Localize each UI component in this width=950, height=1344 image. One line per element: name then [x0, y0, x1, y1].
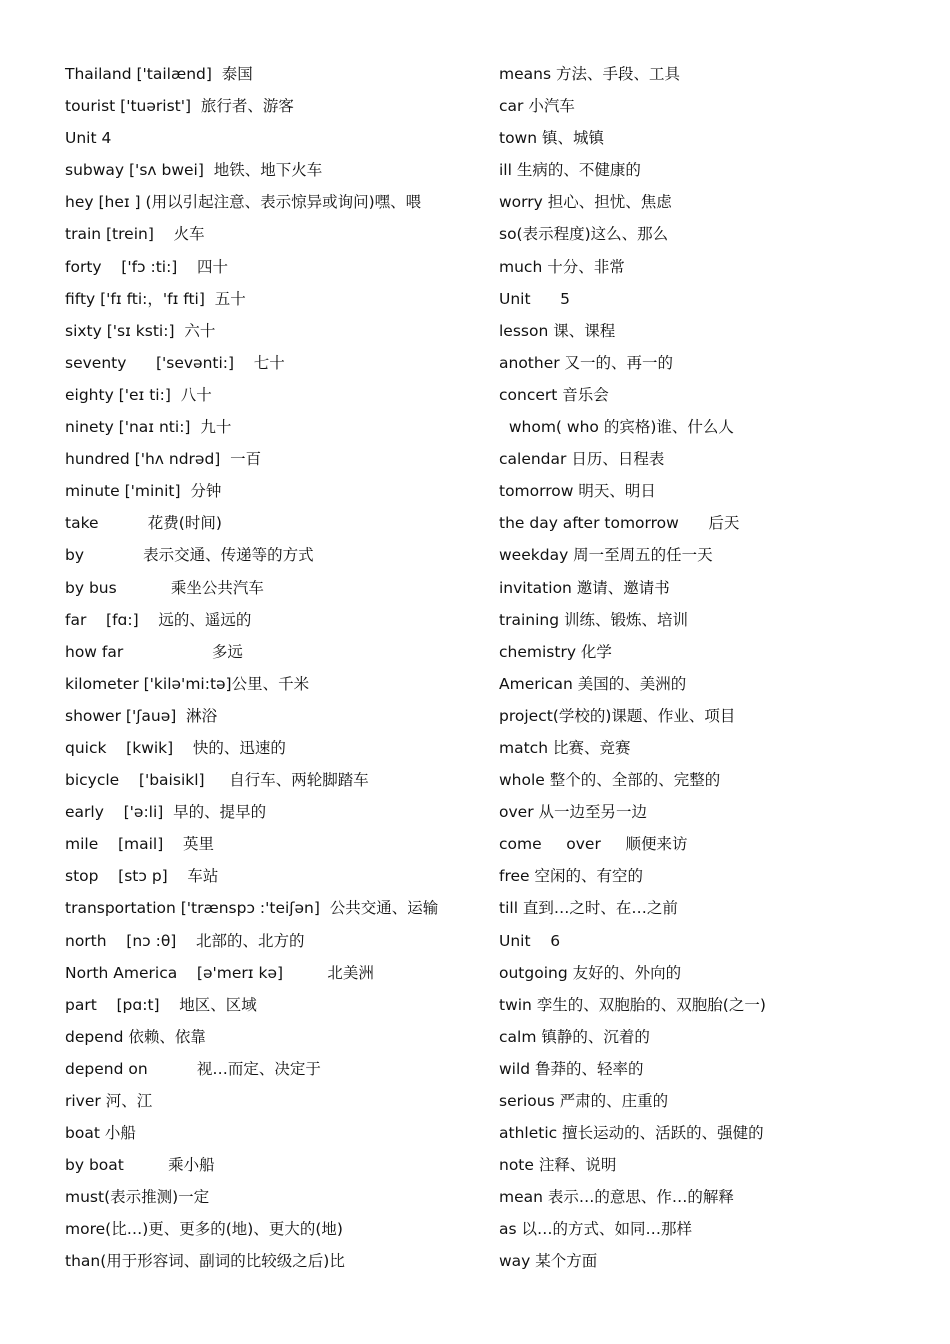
vocabulary-entry: match 比赛、竞赛 [499, 738, 631, 757]
vocabulary-entry: take 花费(时间) [65, 514, 222, 533]
vocabulary-entry: by 表示交通、传递等的方式 [65, 546, 314, 565]
vocabulary-entry: forty ['fɔ :ti:] 四十 [65, 257, 229, 276]
vocabulary-entry: come over 顺便来访 [499, 835, 688, 854]
vocabulary-entry: fifty ['fɪ fti:，'fɪ fti] 五十 [65, 289, 246, 308]
vocabulary-entry: so(表示程度)这么、那么 [499, 225, 669, 244]
vocabulary-entry: sixty ['sɪ ksti:] 六十 [65, 321, 216, 340]
vocabulary-entry: whole 整个的、全部的、完整的 [499, 771, 721, 790]
vocabulary-entry: hundred ['hʌ ndrəd] 一百 [65, 450, 262, 469]
vocabulary-entry: worry 担心、担忧、焦虑 [499, 193, 672, 212]
vocabulary-entry: training 训练、锻炼、培训 [499, 610, 688, 629]
vocabulary-right-column [499, 58, 939, 1278]
vocabulary-entry: ill 生病的、不健康的 [499, 161, 641, 180]
vocabulary-entry: note 注释、说明 [499, 1156, 617, 1175]
vocabulary-entry: ninety ['naɪ nti:] 九十 [65, 418, 232, 437]
vocabulary-entry: Unit 4 [65, 129, 112, 148]
vocabulary-entry: chemistry 化学 [499, 642, 612, 661]
vocabulary-entry: project(学校的)课题、作业、项目 [499, 706, 736, 725]
vocabulary-entry: town 镇、城镇 [499, 129, 604, 148]
vocabulary-entry: train [trein] 火车 [65, 225, 205, 244]
vocabulary-entry: than(用于形容词、副词的比较级之后)比 [65, 1252, 345, 1271]
vocabulary-entry: lesson 课、课程 [499, 321, 616, 340]
vocabulary-entry: subway ['sʌ bwei] 地铁、地下火车 [65, 161, 323, 180]
vocabulary-entry: Unit 5 [499, 289, 570, 308]
vocabulary-entry: weekday 周一至周五的任一天 [499, 546, 713, 565]
vocabulary-entry: calendar 日历、日程表 [499, 450, 665, 469]
vocabulary-entry: much 十分、非常 [499, 257, 625, 276]
vocabulary-entry: tourist ['tuərist'] 旅行者、游客 [65, 97, 294, 116]
vocabulary-entry: invitation 邀请、邀请书 [499, 578, 670, 597]
vocabulary-entry: hey [heɪ ] (用以引起注意、表示惊异或询问)嘿、喂 [65, 193, 422, 212]
vocabulary-entry: outgoing 友好的、外向的 [499, 963, 682, 982]
vocabulary-entry: bicycle ['baisikl] 自行车、两轮脚踏车 [65, 771, 369, 790]
vocabulary-entry: mean 表示…的意思、作…的解释 [499, 1188, 734, 1207]
vocabulary-entry: over 从一边至另一边 [499, 803, 647, 822]
vocabulary-entry: far [fɑ:] 远的、遥远的 [65, 610, 252, 629]
vocabulary-entry: way 某个方面 [499, 1252, 598, 1271]
vocabulary-entry: north [nɔ :θ] 北部的、北方的 [65, 931, 305, 950]
vocabulary-entry: twin 孪生的、双胞胎的、双胞胎(之一) [499, 995, 766, 1014]
vocabulary-entry: concert 音乐会 [499, 385, 609, 404]
vocabulary-entry: free 空闲的、有空的 [499, 867, 643, 886]
vocabulary-entry: wild 鲁莽的、轻率的 [499, 1059, 644, 1078]
vocabulary-entry: Unit 6 [499, 931, 561, 950]
vocabulary-entry: tomorrow 明天、明日 [499, 482, 656, 501]
vocabulary-entry: early ['ə:li] 早的、提早的 [65, 803, 267, 822]
vocabulary-entry: eighty ['eɪ ti:] 八十 [65, 385, 212, 404]
vocabulary-entry: whom( who 的宾格)谁、什么人 [499, 418, 734, 437]
vocabulary-entry: kilometer ['kilə'mi:tə]公里、千米 [65, 674, 310, 693]
vocabulary-entry: boat 小船 [65, 1124, 136, 1143]
vocabulary-entry: river 河、江 [65, 1092, 153, 1110]
vocabulary-entry: as 以…的方式、如同…那样 [499, 1220, 693, 1239]
vocabulary-entry: serious 严肃的、庄重的 [499, 1092, 669, 1110]
vocabulary-entry: depend 依赖、依靠 [65, 1027, 206, 1046]
vocabulary-entry: minute ['minit] 分钟 [65, 482, 222, 501]
vocabulary-entry: how far 多远 [65, 642, 243, 661]
vocabulary-entry: seventy ['sevənti:] 七十 [65, 353, 285, 372]
vocabulary-entry: till 直到…之时、在…之前 [499, 899, 678, 918]
vocabulary-entry: more(比…)更、更多的(地)、更大的(地) [65, 1220, 343, 1239]
vocabulary-entry: American 美国的、美洲的 [499, 674, 687, 693]
vocabulary-entry: transportation ['trænspɔ :'teiʃən] 公共交通、运输 [65, 899, 439, 918]
vocabulary-entry: another 又一的、再一的 [499, 353, 674, 372]
vocabulary-entry: calm 镇静的、沉着的 [499, 1027, 650, 1046]
vocabulary-entry: shower ['ʃauə] 淋浴 [65, 706, 218, 725]
vocabulary-entry: car 小汽车 [499, 97, 575, 116]
vocabulary-entry: depend on 视…而定、决定于 [65, 1059, 321, 1078]
vocabulary-entry: North America [ə'merɪ kə] 北美洲 [65, 963, 374, 982]
vocabulary-entry: must(表示推测)一定 [65, 1188, 210, 1207]
vocabulary-entry: stop [stɔ p] 车站 [65, 867, 219, 886]
vocabulary-entry: means 方法、手段、工具 [499, 65, 680, 83]
vocabulary-left-column [65, 58, 495, 1278]
vocabulary-entry: Thailand ['tailænd] 泰国 [65, 65, 253, 83]
vocabulary-entry: by bus 乘坐公共汽车 [65, 578, 264, 597]
vocabulary-entry: by boat 乘小船 [65, 1156, 215, 1175]
vocabulary-entry: the day after tomorrow 后天 [499, 514, 740, 533]
vocabulary-entry: part [pɑ:t] 地区、区域 [65, 995, 257, 1014]
vocabulary-entry: quick [kwik] 快的、迅速的 [65, 738, 286, 757]
vocabulary-entry: mile [mail] 英里 [65, 835, 214, 854]
vocabulary-entry: athletic 擅长运动的、活跃的、强健的 [499, 1124, 764, 1143]
